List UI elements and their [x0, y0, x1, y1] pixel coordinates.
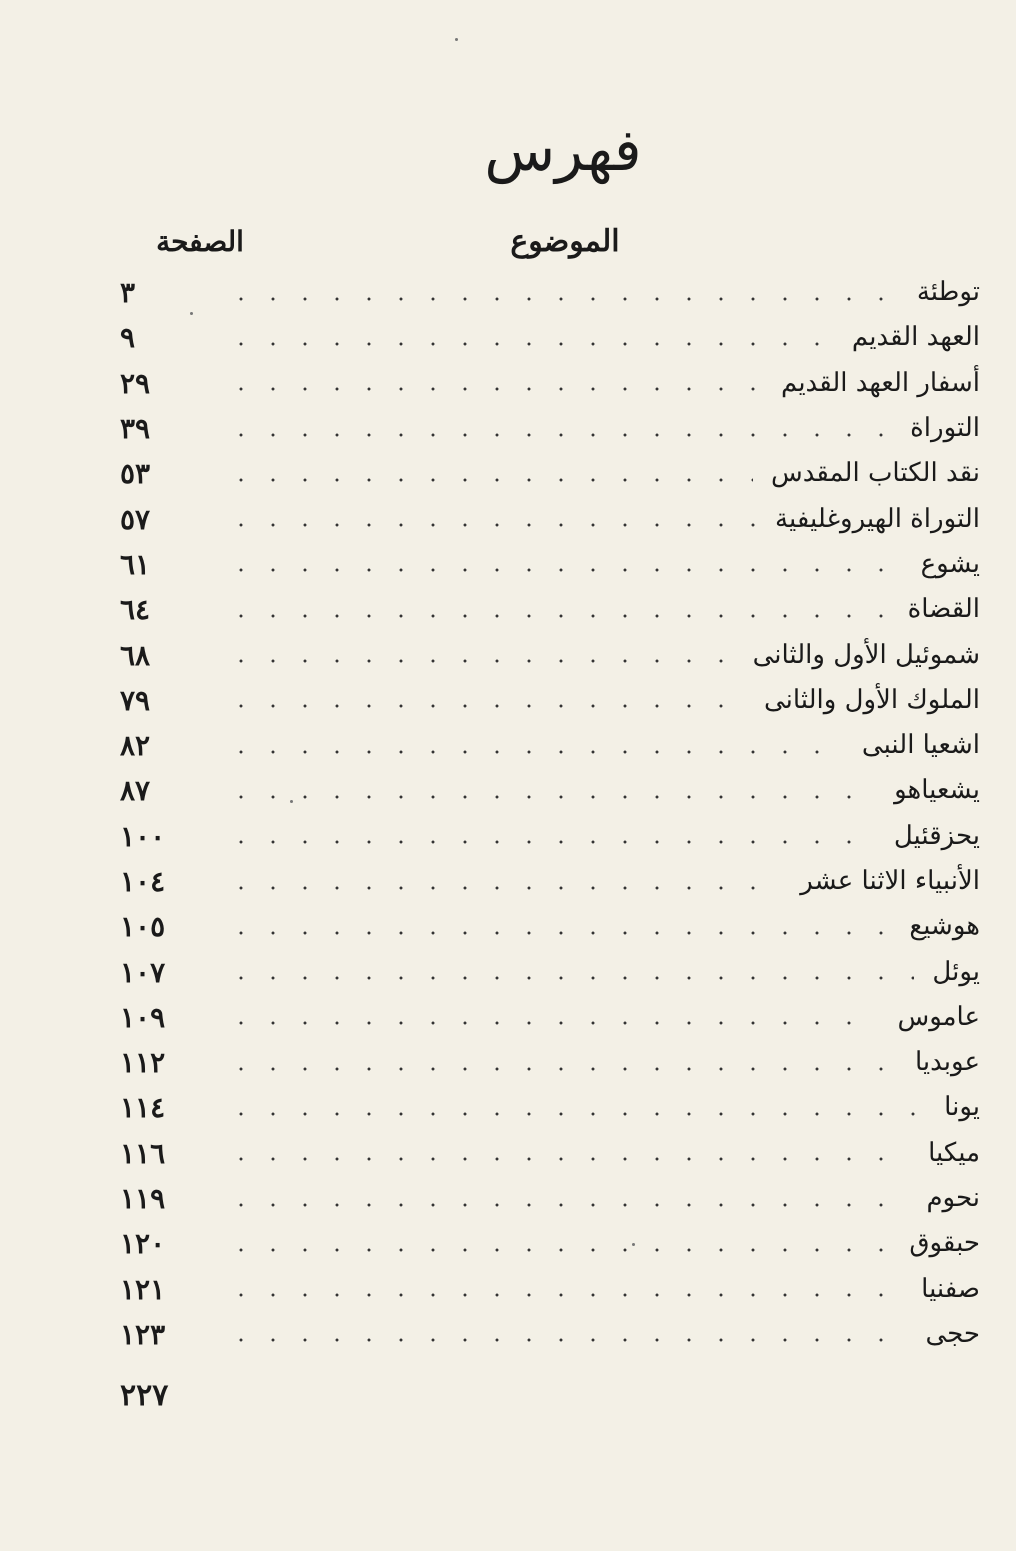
toc-entry — [120, 542, 980, 587]
topic-column-header: الموضوع — [510, 224, 620, 259]
toc-entry — [120, 1131, 980, 1176]
toc-entry-topic: اشعيا النبى — [861, 730, 980, 761]
dot-leader — [225, 1112, 926, 1116]
toc-entry-topic: عاموس — [897, 1001, 980, 1032]
toc-entry — [120, 1040, 980, 1085]
toc-entry — [120, 723, 980, 768]
toc-entry — [120, 1221, 980, 1266]
toc-entry-topic: صفنيا — [921, 1273, 980, 1304]
toc-entry-page: ٧٩ — [120, 683, 151, 717]
toc-entry — [120, 904, 980, 949]
dot-leader — [225, 1293, 903, 1297]
toc-entry — [120, 859, 980, 904]
toc-entry-page: ١٠٠ — [120, 819, 166, 853]
table-of-contents — [120, 270, 980, 1357]
dot-leader — [225, 931, 891, 935]
toc-entry — [120, 1312, 980, 1357]
toc-entry — [120, 270, 980, 315]
toc-entry-page: ٨٢ — [120, 729, 151, 763]
toc-entry-topic: التوراة الهيروغليفية — [775, 503, 980, 534]
toc-entry — [120, 768, 980, 813]
toc-entry-page: ٣ — [120, 276, 136, 310]
toc-entry — [120, 496, 980, 541]
toc-entry — [120, 995, 980, 1040]
dot-leader — [225, 795, 876, 799]
dot-leader — [225, 387, 763, 391]
dot-leader — [225, 840, 876, 844]
toc-entry — [120, 1267, 980, 1312]
dot-leader — [225, 704, 746, 708]
toc-entry-topic: الأنبياء الاثنا عشر — [800, 866, 980, 896]
toc-entry-page: ١٢١ — [120, 1272, 166, 1306]
toc-entry-topic: القضاة — [907, 594, 980, 625]
toc-entry-page: ١١٦ — [120, 1136, 166, 1170]
toc-entry-page: ٨٧ — [120, 774, 151, 808]
page-number: ٢٢٧ — [120, 1378, 169, 1413]
page-title: فهرس — [484, 116, 642, 184]
toc-entry-page: ٣٩ — [120, 412, 151, 446]
toc-entry-page: ١٠٥ — [120, 910, 166, 944]
toc-entry-topic: يشعياهو — [894, 775, 980, 806]
toc-entry-page: ٢٩ — [120, 366, 151, 400]
dot-leader — [225, 886, 782, 890]
toc-entry-page: ١٠٧ — [120, 955, 166, 989]
page-column-header: الصفحة — [156, 225, 244, 258]
toc-entry-topic: العهد القديم — [851, 322, 980, 353]
toc-entry — [120, 361, 980, 406]
toc-entry — [120, 678, 980, 723]
dot-leader — [225, 1021, 879, 1025]
dot-leader — [225, 1067, 897, 1071]
toc-entry — [120, 949, 980, 994]
toc-entry — [120, 1176, 980, 1221]
toc-entry — [120, 451, 980, 496]
toc-entry-page: ٦١ — [120, 547, 151, 581]
paper-speck — [632, 1243, 635, 1246]
paper-speck — [290, 800, 293, 803]
toc-entry-topic: توطئة — [916, 277, 980, 308]
toc-entry-topic: عوبديا — [915, 1047, 980, 1078]
toc-entry-page: ١١٩ — [120, 1182, 166, 1216]
toc-entry-topic: التوراة — [910, 413, 980, 444]
dot-leader — [225, 297, 899, 301]
toc-entry-topic: هوشيع — [909, 911, 980, 942]
paper-speck — [455, 38, 458, 41]
dot-leader — [225, 614, 890, 618]
dot-leader — [225, 1248, 891, 1252]
toc-entry-page: ٩ — [120, 321, 136, 355]
toc-entry-topic: يونا — [944, 1092, 980, 1123]
dot-leader — [225, 342, 834, 346]
toc-entry-page: ١١٢ — [120, 1046, 166, 1080]
toc-entry-page: ١٢٣ — [120, 1317, 166, 1351]
dot-leader — [225, 750, 844, 754]
dot-leader — [225, 433, 892, 437]
toc-entry-topic: يشوع — [920, 548, 980, 579]
toc-entry-topic: حجى — [925, 1318, 980, 1349]
toc-entry — [120, 814, 980, 859]
toc-entry-page: ٥٧ — [120, 502, 151, 536]
dot-leader — [225, 1338, 907, 1342]
toc-entry-page: ١٠٩ — [120, 1000, 166, 1034]
toc-header-row — [0, 214, 1016, 270]
dot-leader — [225, 1203, 908, 1207]
dot-leader — [225, 976, 914, 980]
toc-entry-page: ١٢٠ — [120, 1227, 166, 1261]
toc-entry-topic: أسفار العهد القديم — [781, 367, 980, 398]
toc-entry-topic: شموئيل الأول والثانى — [752, 639, 980, 670]
toc-entry-topic: نحوم — [926, 1183, 980, 1214]
toc-entry-topic: يوئل — [932, 956, 980, 987]
toc-entry — [120, 1085, 980, 1130]
toc-entry-topic: ميكيا — [928, 1137, 980, 1168]
toc-entry — [120, 315, 980, 360]
dot-leader — [225, 659, 735, 663]
toc-entry-topic: الملوك الأول والثانى — [763, 684, 980, 715]
dot-leader — [225, 568, 903, 572]
toc-entry-page: ١٠٤ — [120, 865, 166, 898]
toc-entry-page: ٦٨ — [120, 638, 151, 672]
toc-entry-topic: يحزقئيل — [893, 820, 980, 851]
toc-entry-page: ١١٤ — [120, 1091, 166, 1125]
toc-entry-topic: نقد الكتاب المقدس — [770, 458, 980, 489]
toc-entry-page: ٥٣ — [120, 457, 151, 491]
toc-entry — [120, 587, 980, 632]
dot-leader — [225, 478, 753, 482]
toc-entry-topic: حبقوق — [909, 1228, 980, 1259]
toc-entry — [120, 406, 980, 451]
toc-entry — [120, 632, 980, 677]
paper-speck — [190, 312, 193, 315]
dot-leader — [225, 1157, 910, 1161]
toc-entry-page: ٦٤ — [120, 593, 151, 627]
dot-leader — [225, 523, 757, 527]
